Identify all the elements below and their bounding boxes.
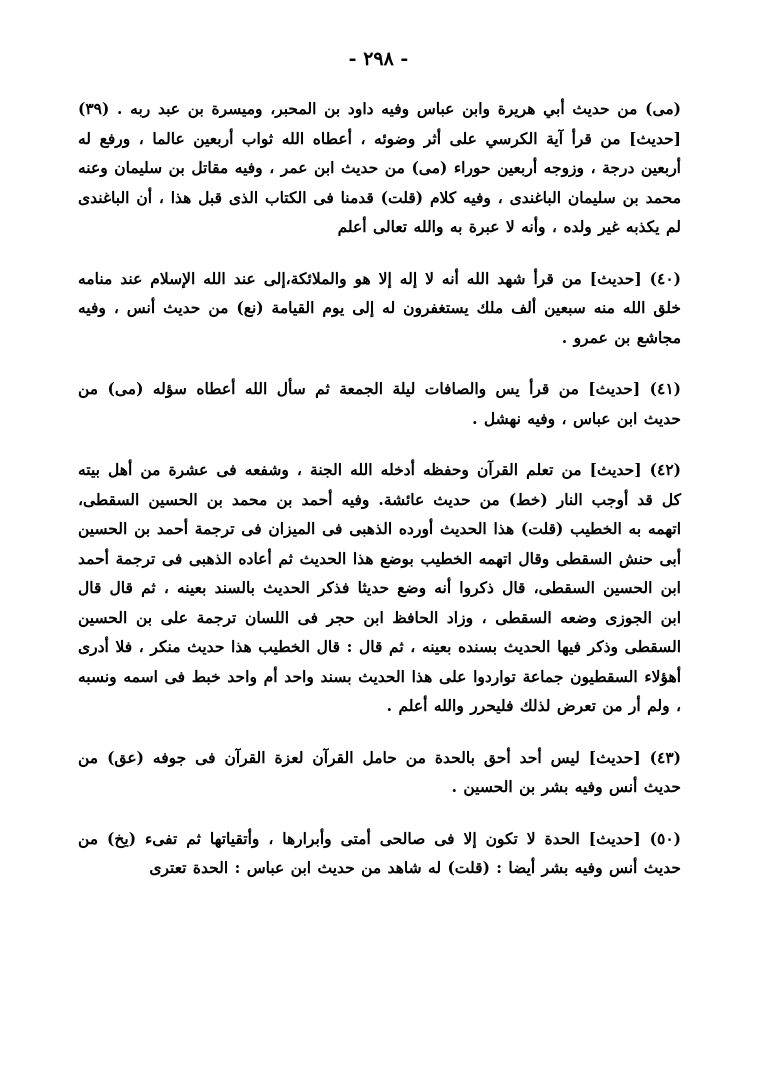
- paragraph-42: (٤٢) [حديث] من تعلم القرآن وحفظه أدخله الله الجنة ، وشفعه فى عشرة من أهل بيته كل قد أوجب النار (خط) من حديث عائشة. وفيه أحمد بن محمد بن الحسين السقطى، اتهمه به الخطيب (قلت) هذا الحديث أورده الذهبى فى الميزان فى ترجمة أحمد بن الحسين أبى حنش السقطى وقال اتهمه الخطيب بوضع هذا الحديث ثم أعاده الذهبى فى ترجمة أحمد ابن الحسين السقطى، قال ذكروا أنه وضع حديثا فذكر الحديث بالسند بعينه ، ثم قال قال ابن الجوزى وضعه السقطى ، وزاد الحافظ ابن حجر فى اللسان ترجمة على بن الحسين السقطى وذكر فيها الحديث بسنده بعينه ، ثم قال : قال الخطيب هذا حديث منكر ، فلا أدرى أهؤلاء السقطيون جماعة تواردوا على هذا الحديث بسند واحد أم واحد خبط فى اسمه ونسبه ، ولم أر من تعرض لذلك فليحرر والله أعلم .: [78, 460, 681, 715]
- paragraph-39: (مى) من حديث أبي هريرة وابن عباس وفيه داود بن المحبر، وميسرة بن عبد ربه . (٣٩) [حديث] من قرأ آية الكرسي على أثر وضوئه ، أعطاه الله ثواب أربعين عالما ، ورفع له أربعين درجة ، وزوجه أربعين حوراء (مى) من حديث ابن عمر ، وفيه مقاتل بن سليمان وعنه محمد بن سليمان الباغندى ، وفيه كلام (قلت) قدمنا فى الكتاب الذى قبل هذا ، أن الباغندى لم يكذبه غير ولده ، وأنه لا عبرة به والله تعالى أعلم: [78, 99, 681, 236]
- body-text: [78, 94, 681, 883]
- page-number: - ٢٩٨ -: [348, 48, 409, 70]
- paragraph-43: (٤٣) [حديث] ليس أحد أحق بالحدة من حامل القرآن لعزة القرآن فى جوفه (عق) من حديث أنس وفيه بشر بن الحسين .: [78, 747, 681, 796]
- paragraph-50: (٥٠) [حديث] الحدة لا تكون إلا فى صالحى أمتى وأبرارها ، وأتقياتها ثم تفىء (يخ) من حديث أنس وفيه بشر أيضا : (قلت) له شاهد من حديث ابن عباس : الحدة تعترى: [78, 828, 681, 877]
- paragraph-40: (٤٠) [حديث] من قرأ شهد الله أنه لا إله إلا هو والملائكة،إلى عند الله الإسلام عند منامه خلق الله منه سبعين ألف ملك يستغفرون له إلى يوم القيامة (نع) من حديث أنس ، وفيه مجاشع بن عمرو .: [78, 268, 681, 347]
- paragraph-41: (٤١) [حديث] من قرأ يس والصافات ليلة الجمعة ثم سأل الله أعطاه سؤله (مى) من حديث ابن عباس ، وفيه نهشل .: [78, 379, 681, 428]
